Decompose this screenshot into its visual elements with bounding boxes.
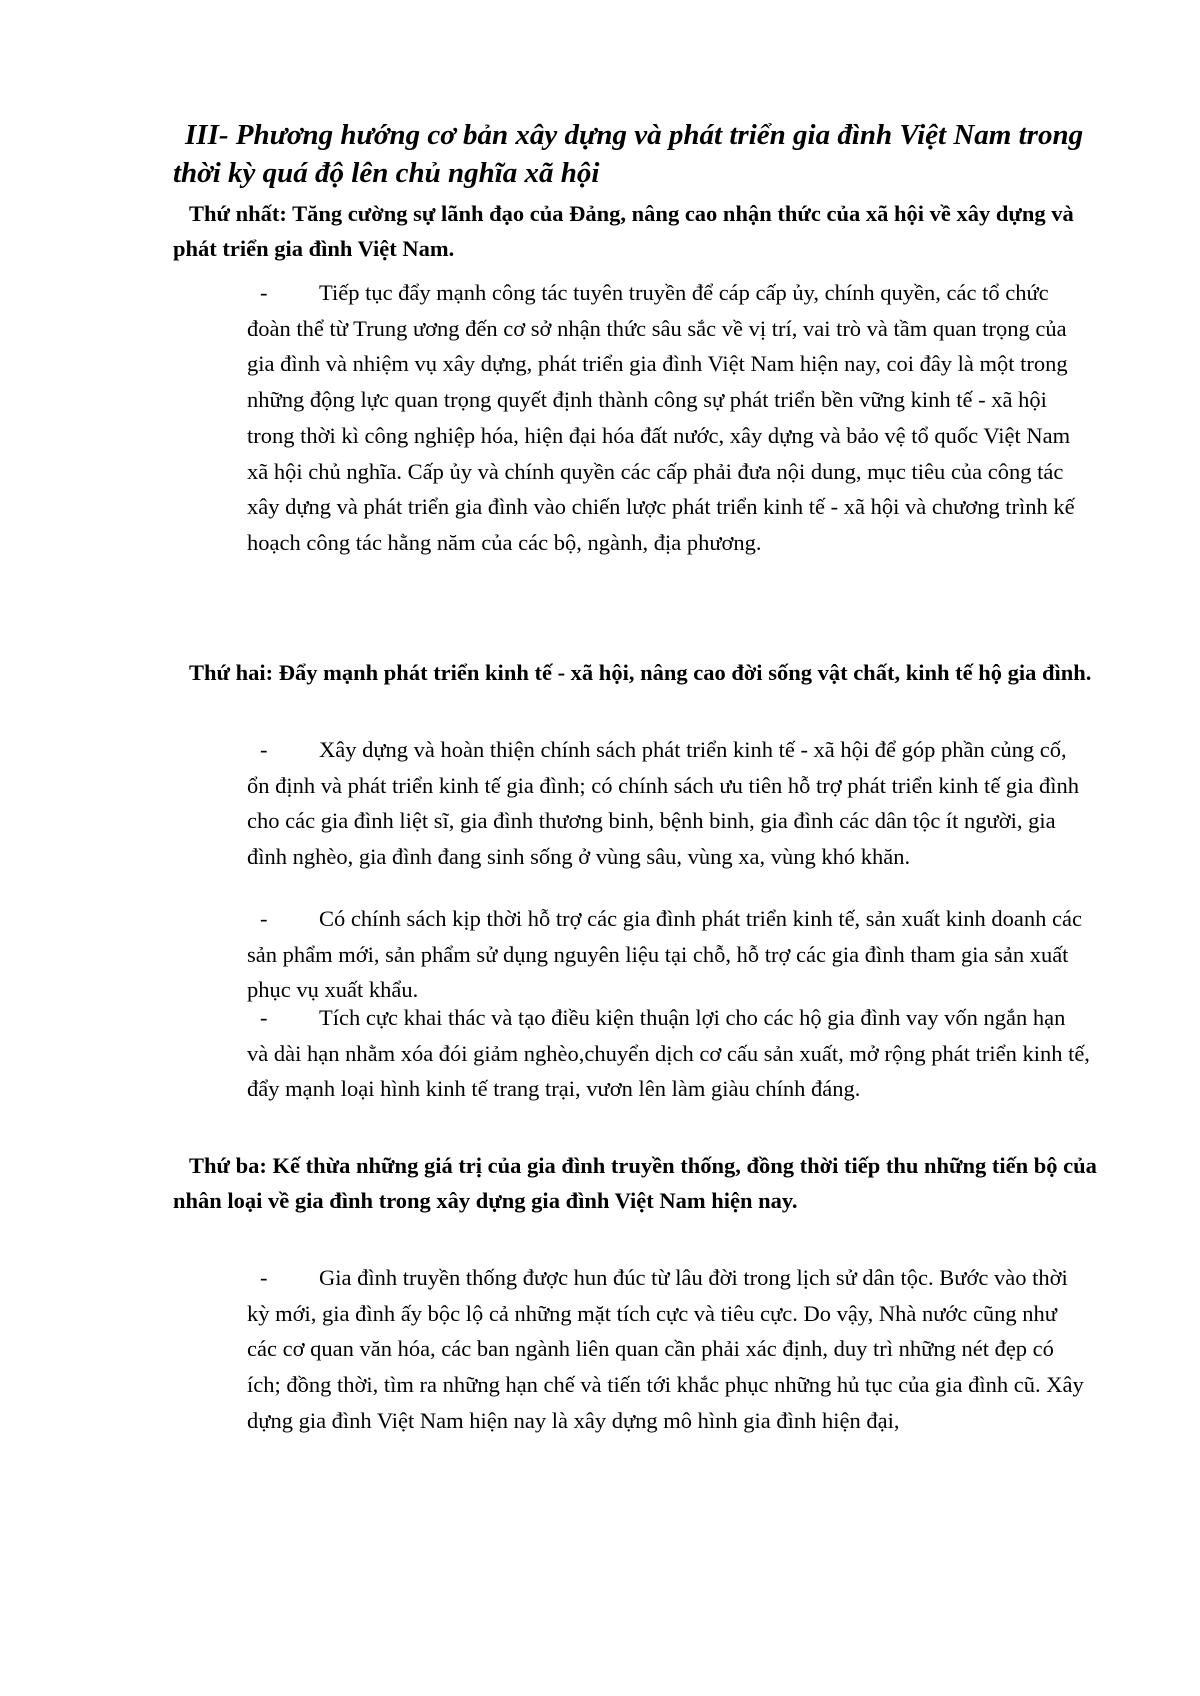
bullet-dash: - <box>260 737 268 762</box>
bullet-dash: - <box>260 1265 268 1290</box>
bullet-dash: - <box>260 906 268 931</box>
section-title-3: Thứ ba: Kế thừa những giá trị của gia đình truyền thống, đồng thời tiếp thu những tiến bộ của nhân loại về gia đình trong xây dựng gia đình Việt Nam hiện nay. <box>173 1153 1097 1213</box>
bullet-item <box>247 732 1092 875</box>
bullet-text: Gia đình truyền thống được hun đúc từ lâu đời trong lịch sử dân tộc. Bước vào thời kỳ mới, gia đình ấy bộc lộ cả những mặt tích cực và tiêu cực. Do vậy, Nhà nước cũng như các cơ quan văn hóa, các ban ngành liên quan cần phải xác định, duy trì những nét đẹp có ích; đồng thời, tìm ra những hạn chế và tiến tới khắc phục những hủ tục của gia đình cũ. Xây dựng gia đình Việt Nam hiện nay là xây dựng mô hình gia đình hiện đại, <box>247 1265 1084 1433</box>
bullet-item <box>247 1000 1092 1107</box>
section-title-1: Thứ nhất: Tăng cường sự lãnh đạo của Đảng, nâng cao nhận thức của xã hội về xây dựng và phát triển gia đình Việt Nam. <box>173 201 1074 261</box>
bullet-dash: - <box>260 280 268 305</box>
section-heading: III- Phương hướng cơ bản xây dựng và phát triển gia đình Việt Nam trong thời kỳ quá độ lên chủ nghĩa xã hội <box>173 119 1084 189</box>
bullet-dash: - <box>260 1005 268 1030</box>
bullet-text: Xây dựng và hoàn thiện chính sách phát triển kinh tế - xã hội để góp phần củng cố, ổn định và phát triển kinh tế gia đình; có chính sách ưu tiên hỗ trợ phát triển kinh tế gia đình cho các gia đình liệt sĩ, gia đình thương binh, bệnh binh, gia đình các dân tộc ít người, gia đình nghèo, gia đình đang sinh sống ở vùng sâu, vùng xa, vùng khó khăn. <box>247 737 1080 870</box>
section-title-2: Thứ hai: Đẩy mạnh phát triển kinh tế - xã hội, nâng cao đời sống vật chất, kinh tế hộ gia đình. <box>189 660 1092 685</box>
bullet-item <box>247 901 1092 1008</box>
bullet-item <box>247 1260 1092 1439</box>
bullet-text: Có chính sách kịp thời hỗ trợ các gia đình phát triển kinh tế, sản xuất kinh doanh các sản phẩm mới, sản phẩm sử dụng nguyên liệu tại chỗ, hỗ trợ các gia đình tham gia sản xuất phục vụ xuất khẩu. <box>247 906 1082 1003</box>
bullet-item <box>247 275 1092 561</box>
bullet-text: Tích cực khai thác và tạo điều kiện thuận lợi cho các hộ gia đình vay vốn ngắn hạn và dài hạn nhằm xóa đói giảm nghèo,chuyển dịch cơ cấu sản xuất, mở rộng phát triển kinh tế, đẩy mạnh loại hình kinh tế trang trại, vươn lên làm giàu chính đáng. <box>247 1005 1090 1102</box>
bullet-text: Tiếp tục đẩy mạnh công tác tuyên truyền để cáp cấp ủy, chính quyền, các tổ chức đoàn thể từ Trung ương đến cơ sở nhận thức sâu sắc về vị trí, vai trò và tầm quan trọng của gia đình và nhiệm vụ xây dựng, phát triển gia đình Việt Nam hiện nay, coi đây là một trong những động lực quan trọng quyết định thành công sự phát triển bền vững kinh tế - xã hội trong thời kì công nghiệp hóa, hiện đại hóa đất nước, xây dựng và bảo vệ tổ quốc Việt Nam xã hội chủ nghĩa. Cấp ủy và chính quyền các cấp phải đưa nội dung, mục tiêu của công tác xây dựng và phát triển gia đình vào chiến lược phát triển kinh tế - xã hội và chương trình kế hoạch công tác hằng năm của các bộ, ngành, địa phương. <box>247 280 1075 555</box>
